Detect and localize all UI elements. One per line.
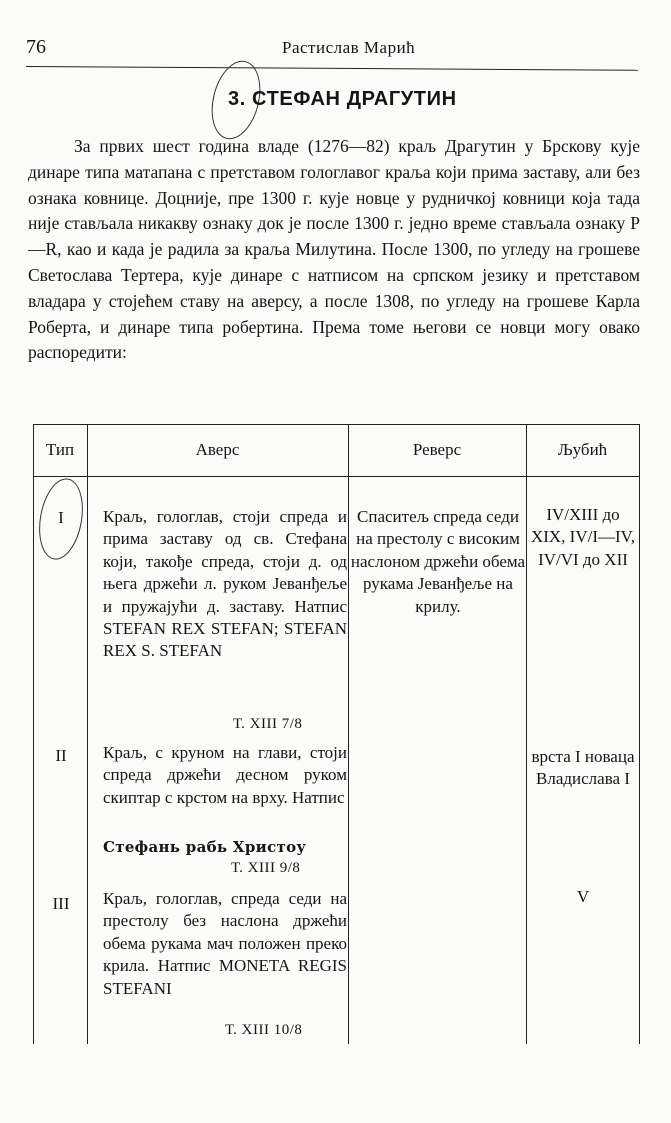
section-title: 3. СТЕФАН ДРАГУТИН (228, 88, 457, 110)
running-title: Растислав Марић (282, 38, 416, 57)
row-type: I (58, 508, 64, 527)
row-type: III (52, 894, 70, 913)
header-ljubic: Љубић (557, 440, 608, 459)
table-top-rule (33, 424, 639, 425)
row-inscription: Стефань рабь Христоу (103, 838, 307, 856)
intro-paragraph: За првих шест година владе (1276—82) краљ Драгутин у Брскову кује динаре типа матапана с претставом гологлавог краља који прима заставу, али без ознака ковнице. Доцније, пре 1300 г. кује новце у рудничкој ковници која тада није стављала никакву ознаку док је после 1300 г. једно време стављала ознаку P—R, као и када је радила за краља Милутина. После 1300, по угледу на грошеве Светослава Тертера, кује динаре с натписом на српском језику и претставом владара у стојећем ставу на аверсу, а после 1308, по угледу на грошеве Карла Роберта, и динаре типа робертина. Према томе његови се новци могу овако распоредити: (28, 136, 640, 363)
row-plate-ref: Т. XIII 7/8 (233, 716, 303, 732)
row-ljubic: врста I новаца Владислава I (531, 747, 635, 789)
header-avers: Аверс (195, 440, 240, 459)
page-header (26, 36, 638, 62)
row-avers: Краљ, с круном на глави, стоји спреда држећи десном руком скиптар с крстом на врху. Натпис (103, 743, 347, 807)
table-right-rule (639, 424, 640, 1044)
col-rule-2 (348, 424, 349, 1044)
table-left-rule (33, 424, 34, 1044)
header-revers: Реверс (412, 440, 462, 459)
page-number: 76 (26, 36, 46, 58)
row-avers: Краљ, гологлав, стоји спреда и прима заставу од св. Стефана који, такође спреда, стоји д. од њега држећи л. руком Јеванђеље и пружајући д. заставу. Натпис STEFAN REX STEFAN; STEFAN REX S. STEFAN (103, 507, 347, 661)
col-rule-1 (87, 424, 88, 1044)
row-revers: Спаситељ спреда седи на престолу с високим наслоном држећи обема рукама Јеванђеље на крилу. (350, 507, 526, 616)
table-header-rule (33, 476, 639, 477)
intro-text (28, 134, 640, 366)
row-plate-ref: Т. XIII 9/8 (231, 860, 301, 876)
row-plate-ref: Т. XIII 10/8 (225, 1022, 303, 1038)
row-type: II (55, 746, 67, 765)
header-rule (26, 66, 638, 71)
row-ljubic: V (576, 887, 590, 906)
header-type: Тип (45, 440, 75, 459)
coin-types-table (33, 424, 641, 1044)
row-avers: Краљ, гологлав, спреда седи на престолу без наслона држећи обема рукама мач положен преко крила. Натпис MONETA REGIS STEFANI (103, 889, 347, 998)
row-ljubic: IV/XIII до XIX, IV/I—IV, IV/VI до XII (530, 505, 636, 569)
